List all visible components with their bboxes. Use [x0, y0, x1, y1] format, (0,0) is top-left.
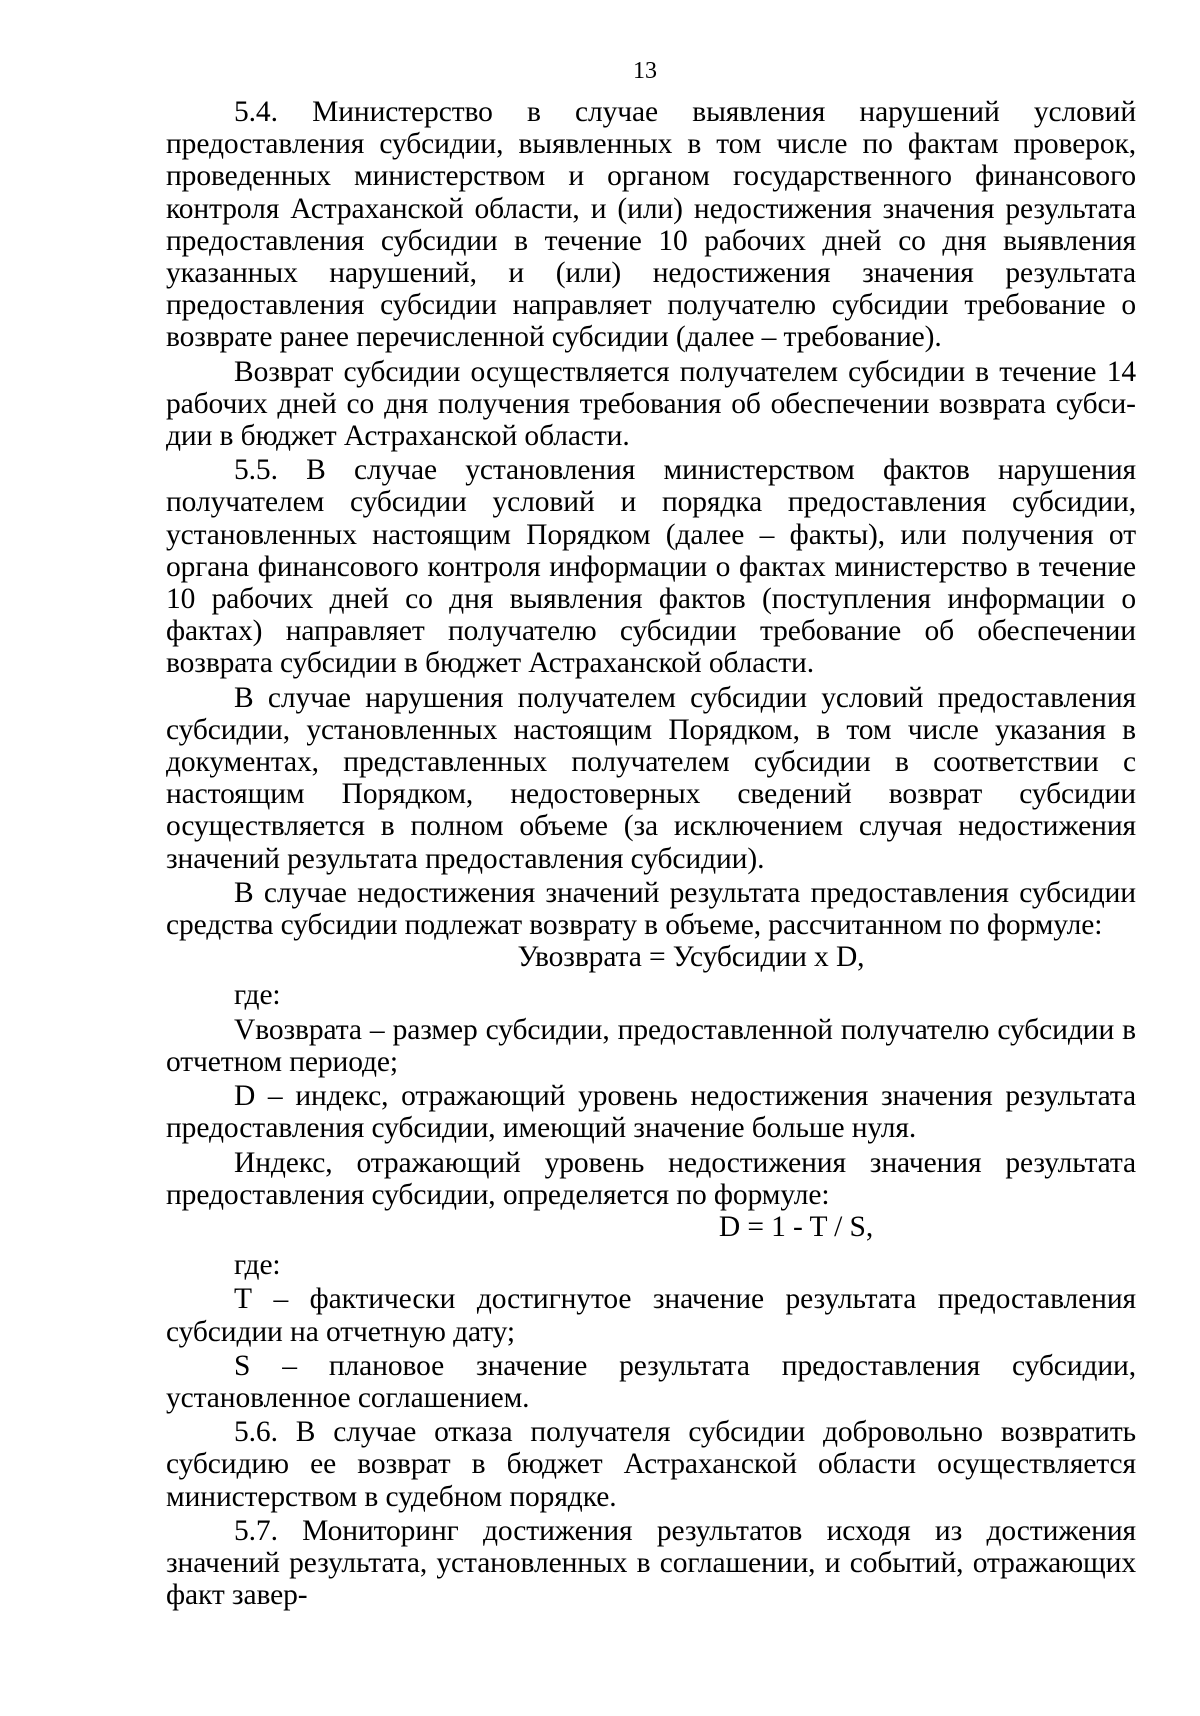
document-body — [166, 96, 1136, 1611]
definition-s-planned: S – плановое значение результата предоставления субсидии, установленное соглашением. — [166, 1349, 1136, 1414]
paragraph-nonachievement: В случае недостижения значений результата предоставления субсидии средства субсидии подлежат возврату в объеме, рассчитанном по формуле: — [166, 876, 1136, 942]
page-number: 13 — [633, 58, 657, 84]
paragraph-5-7: 5.7. Мониторинг достижения результатов исходя из достижения значений результата, установленных в соглашении, и событий, отражающих факт завер- — [166, 1514, 1136, 1612]
formula-return-volume: Увозврата = Усубсидии х D, — [517, 941, 865, 974]
paragraph-index-intro: Индекс, отражающий уровень недостижения значения результата предоставления субсидии, определяется по формуле: — [166, 1146, 1136, 1211]
formula-index: D = 1 - T / S, — [718, 1210, 874, 1243]
paragraph-5-4: 5.4. Министерство в случае выявления нарушений условий предоставления субсидии, выявленных в том числе по фактам проверок, проведенных министерством и органом государственного финансового контроля Астраханской области, и (или) недостижения значения результата предоставления субсидии в течение 10 рабочих дней со дня выявления указанных нарушений, и (или) недостижения значения результата предоставления субсидии направляет получателю субсидии требование о возврате ранее перечисленной субсидии (далее – требование). — [166, 96, 1136, 354]
paragraph-5-6: 5.6. В случае отказа получателя субсидии добровольно возвратить субсидию ее возврат в бюджет Астраханской области осуществляется министерством в судебном порядке. — [166, 1416, 1136, 1513]
definition-d-index: D – индекс, отражающий уровень недостижения значения результата предоставления субсидии, имеющий значение больше нуля. — [166, 1080, 1136, 1145]
paragraph-return-procedure: Возврат субсидии осуществляется получателем субсидии в течение 14 рабочих дней со дня получения требования об обеспечении возврата субсидии в бюджет Астраханской области. — [166, 355, 1136, 453]
paragraph-violation: В случае нарушения получателем субсидии условий предоставления субсидии, установленных настоящим Порядком, в том числе указания в документах, представленных получателем субсидии в соответствии с настоящим Порядком, недостоверных сведений возврат субсидии осуществляется в полном объеме (за исключением случая недостижения значений результата предоставления субсидии). — [166, 681, 1136, 875]
paragraph-5-5: 5.5. В случае установления министерством фактов нарушения получателем субсидии условий и порядка предоставления субсидии, установленных настоящим Порядком (далее – факты), или получения от органа финансового контроля информации о фактах министерство в течение 10 рабочих дней со дня выявления фактов (поступления информации о фактах) направляет получателю субсидии требование об обеспечении возврата субсидии в бюджет Астраханской области. — [166, 454, 1136, 680]
definition-t-actual: Т – фактически достигнутое значение результата предоставления субсидии на отчетную дату; — [166, 1283, 1136, 1348]
definition-v-return: Vвозврата – размер субсидии, предоставленной получателю субсидии в отчетном периоде; — [166, 1013, 1136, 1078]
where-label-2: где: — [234, 1249, 281, 1282]
where-label-1: где: — [234, 979, 281, 1012]
